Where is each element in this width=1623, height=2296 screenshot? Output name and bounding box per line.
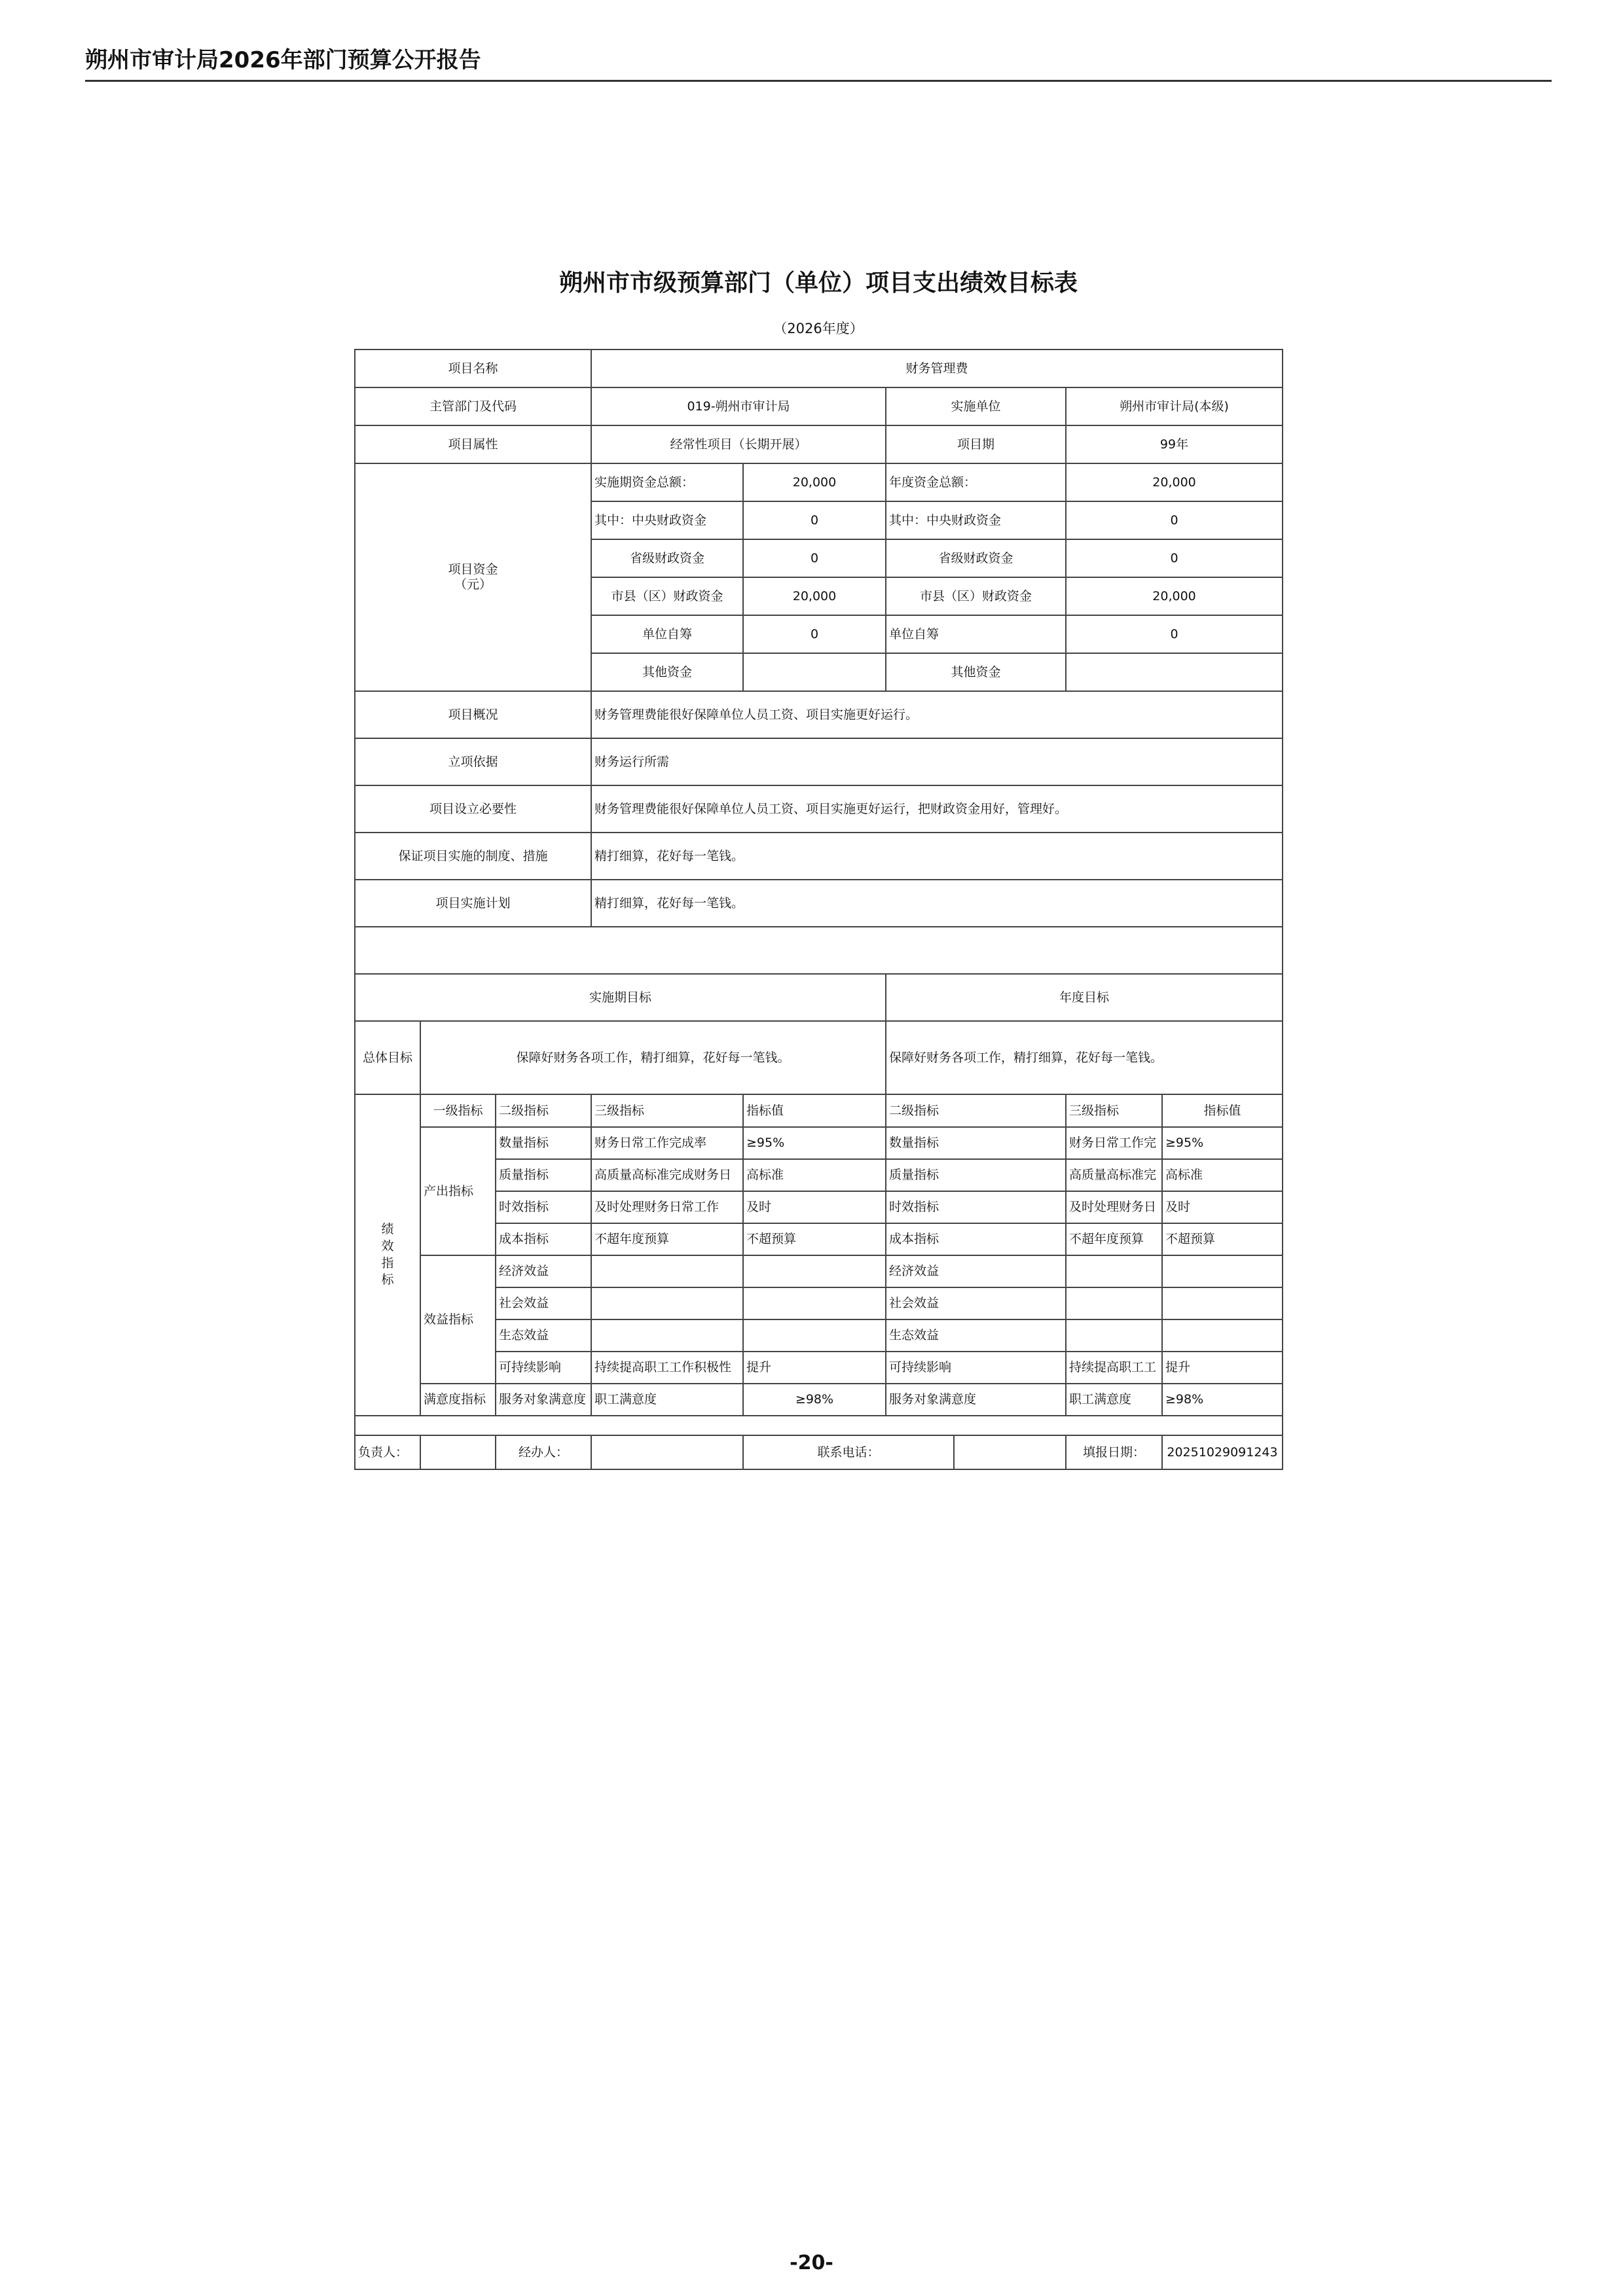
funds-impl-label: 市县（区）财政资金 xyxy=(591,577,743,615)
annual-level2-header: 二级指标 xyxy=(886,1094,1066,1127)
funds-annual-label: 市县（区）财政资金 xyxy=(886,577,1066,615)
annual-level3-indicator: 持续提高职工工 xyxy=(1066,1352,1162,1384)
level1-indicator: 产出指标 xyxy=(420,1127,496,1255)
indicator-value xyxy=(743,1287,886,1319)
level3-indicator xyxy=(591,1287,743,1319)
annual-level2-indicator: 服务对象满意度 xyxy=(886,1384,1066,1416)
project-name-label: 项目名称 xyxy=(355,350,591,387)
level2-indicator: 数量指标 xyxy=(496,1127,591,1159)
performance-target-table xyxy=(354,349,1283,1470)
annual-indicator-value xyxy=(1162,1287,1283,1319)
period-value: 99年 xyxy=(1066,425,1283,463)
funds-impl-label: 省级财政资金 xyxy=(591,539,743,577)
attribute-label: 项目属性 xyxy=(355,425,591,463)
annual-goal-header: 年度目标 xyxy=(886,974,1283,1021)
info-label: 立项依据 xyxy=(355,738,591,785)
info-value: 精打细算，花好每一笔钱。 xyxy=(591,833,1283,880)
info-label: 项目设立必要性 xyxy=(355,785,591,833)
level2-indicator: 生态效益 xyxy=(496,1319,591,1352)
level3-indicator: 高质量高标准完成财务日 xyxy=(591,1159,743,1191)
level3-indicator xyxy=(591,1255,743,1287)
annual-level3-indicator: 高质量高标准完 xyxy=(1066,1159,1162,1191)
info-value: 财务管理费能很好保障单位人员工资、项目实施更好运行，把财政资金用好，管理好。 xyxy=(591,785,1283,833)
indicator-row xyxy=(355,1384,1283,1416)
level3-header: 三级指标 xyxy=(591,1094,743,1127)
level2-indicator: 成本指标 xyxy=(496,1223,591,1255)
funds-row xyxy=(355,463,1283,501)
funds-impl-value: 0 xyxy=(743,615,886,653)
overall-goal-label: 总体目标 xyxy=(355,1021,420,1094)
funds-impl-label: 单位自筹 xyxy=(591,615,743,653)
value-header: 指标值 xyxy=(743,1094,886,1127)
blank-cell xyxy=(355,927,1283,974)
funds-impl-label: 其中：中央财政资金 xyxy=(591,501,743,539)
document-subtitle: （2026年度） xyxy=(773,321,864,336)
period-label: 项目期 xyxy=(886,425,1066,463)
fill-date-label: 填报日期： xyxy=(1066,1435,1162,1469)
annual-level3-indicator: 职工满意度 xyxy=(1066,1384,1162,1416)
annual-level3-indicator: 及时处理财务日 xyxy=(1066,1191,1162,1223)
impl-unit-label: 实施单位 xyxy=(886,387,1066,425)
level1-header: 一级指标 xyxy=(420,1094,496,1127)
info-value: 财务管理费能很好保障单位人员工资、项目实施更好运行。 xyxy=(591,691,1283,738)
funds-annual-label: 单位自筹 xyxy=(886,615,1066,653)
performance-indicator-label: 绩 效 指 标 xyxy=(355,1094,420,1416)
indicator-value xyxy=(743,1255,886,1287)
goals-header-row xyxy=(355,974,1283,1021)
funds-annual-value xyxy=(1066,653,1283,691)
indicator-value xyxy=(743,1319,886,1352)
indicator-value: 及时 xyxy=(743,1191,886,1223)
indicator-value: ≥98% xyxy=(743,1384,886,1416)
indicator-row xyxy=(355,1127,1283,1159)
funds-annual-value: 0 xyxy=(1066,539,1283,577)
indicator-value: 提升 xyxy=(743,1352,886,1384)
funds-annual-value: 0 xyxy=(1066,615,1283,653)
annual-level3-indicator: 不超年度预算 xyxy=(1066,1223,1162,1255)
handler-label: 经办人： xyxy=(496,1435,591,1469)
info-value: 财务运行所需 xyxy=(591,738,1283,785)
responsible-person-label: 负责人： xyxy=(355,1435,420,1469)
funds-annual-value: 20,000 xyxy=(1066,577,1283,615)
funds-label-cell xyxy=(355,463,591,691)
annual-indicator-value: 及时 xyxy=(1162,1191,1283,1223)
impl-goal-header: 实施期目标 xyxy=(355,974,886,1021)
attribute-value: 经常性项目（长期开展） xyxy=(591,425,886,463)
spacer-row xyxy=(355,1416,1283,1435)
funds-impl-label: 其他资金 xyxy=(591,653,743,691)
funds-label: 项目资金 xyxy=(448,562,498,577)
funds-impl-value xyxy=(743,653,886,691)
project-name-value: 财务管理费 xyxy=(591,350,1283,387)
level1-indicator: 效益指标 xyxy=(420,1255,496,1384)
info-row xyxy=(355,880,1283,927)
level3-indicator: 财务日常工作完成率 xyxy=(591,1127,743,1159)
annual-indicator-value: ≥98% xyxy=(1162,1384,1283,1416)
info-row xyxy=(355,785,1283,833)
annual-indicator-value: 高标准 xyxy=(1162,1159,1283,1191)
level3-indicator: 持续提高职工工作积极性 xyxy=(591,1352,743,1384)
annual-indicator-value: ≥95% xyxy=(1162,1127,1283,1159)
indicator-value: 高标准 xyxy=(743,1159,886,1191)
funds-unit: （元） xyxy=(454,577,492,592)
annual-indicator-value xyxy=(1162,1319,1283,1352)
info-label: 项目实施计划 xyxy=(355,880,591,927)
annual-indicator-value: 不超预算 xyxy=(1162,1223,1283,1255)
info-label: 项目概况 xyxy=(355,691,591,738)
report-header-title: 朔州市审计局2026年部门预算公开报告 xyxy=(85,47,481,73)
info-value: 精打细算，花好每一笔钱。 xyxy=(591,880,1283,927)
level3-indicator xyxy=(591,1319,743,1352)
department-label: 主管部门及代码 xyxy=(355,387,591,425)
funds-annual-label: 省级财政资金 xyxy=(886,539,1066,577)
signature-row xyxy=(355,1435,1283,1469)
annual-goal-text: 保障好财务各项工作，精打细算，花好每一笔钱。 xyxy=(886,1021,1283,1094)
info-row xyxy=(355,691,1283,738)
fill-date-value: 20251029091243 xyxy=(1162,1435,1283,1469)
indicator-header-row xyxy=(355,1094,1283,1127)
info-row xyxy=(355,833,1283,880)
level3-indicator: 职工满意度 xyxy=(591,1384,743,1416)
funds-annual-label: 其中：中央财政资金 xyxy=(886,501,1066,539)
annual-level2-indicator: 数量指标 xyxy=(886,1127,1066,1159)
annual-level2-indicator: 生态效益 xyxy=(886,1319,1066,1352)
blank-row xyxy=(355,927,1283,974)
handler-value xyxy=(591,1435,743,1469)
annual-level3-indicator xyxy=(1066,1255,1162,1287)
level2-indicator: 可持续影响 xyxy=(496,1352,591,1384)
page-number: -20- xyxy=(790,2251,833,2274)
level2-indicator: 质量指标 xyxy=(496,1159,591,1191)
funds-annual-label: 年度资金总额： xyxy=(886,463,1066,501)
annual-level3-header: 三级指标 xyxy=(1066,1094,1162,1127)
level2-indicator: 经济效益 xyxy=(496,1255,591,1287)
impl-unit-value: 朔州市审计局(本级) xyxy=(1066,387,1283,425)
level2-indicator: 时效指标 xyxy=(496,1191,591,1223)
phone-value xyxy=(954,1435,1066,1469)
funds-impl-value: 20,000 xyxy=(743,463,886,501)
funds-impl-value: 0 xyxy=(743,501,886,539)
annual-value-header: 指标值 xyxy=(1162,1094,1283,1127)
overall-goal-row xyxy=(355,1021,1283,1094)
level1-indicator: 满意度指标 xyxy=(420,1384,496,1416)
annual-indicator-value xyxy=(1162,1255,1283,1287)
indicator-row xyxy=(355,1255,1283,1287)
indicator-value: 不超预算 xyxy=(743,1223,886,1255)
annual-level3-indicator: 财务日常工作完 xyxy=(1066,1127,1162,1159)
annual-level2-indicator: 可持续影响 xyxy=(886,1352,1066,1384)
annual-level3-indicator xyxy=(1066,1287,1162,1319)
annual-level2-indicator: 经济效益 xyxy=(886,1255,1066,1287)
row-department xyxy=(355,387,1283,425)
annual-level2-indicator: 社会效益 xyxy=(886,1287,1066,1319)
funds-annual-label: 其他资金 xyxy=(886,653,1066,691)
info-row xyxy=(355,738,1283,785)
annual-indicator-value: 提升 xyxy=(1162,1352,1283,1384)
funds-annual-value: 20,000 xyxy=(1066,463,1283,501)
level2-indicator: 社会效益 xyxy=(496,1287,591,1319)
header-divider xyxy=(85,80,1552,82)
funds-impl-value: 20,000 xyxy=(743,577,886,615)
level3-indicator: 及时处理财务日常工作 xyxy=(591,1191,743,1223)
info-label: 保证项目实施的制度、措施 xyxy=(355,833,591,880)
row-project-name xyxy=(355,350,1283,387)
funds-annual-value: 0 xyxy=(1066,501,1283,539)
level2-header: 二级指标 xyxy=(496,1094,591,1127)
indicator-value: ≥95% xyxy=(743,1127,886,1159)
funds-impl-value: 0 xyxy=(743,539,886,577)
document-title: 朔州市市级预算部门（单位）项目支出绩效目标表 xyxy=(558,270,1078,296)
level3-indicator: 不超年度预算 xyxy=(591,1223,743,1255)
annual-level2-indicator: 时效指标 xyxy=(886,1191,1066,1223)
spacer-cell xyxy=(355,1416,1283,1435)
impl-goal-text: 保障好财务各项工作，精打细算，花好每一笔钱。 xyxy=(420,1021,886,1094)
department-value: 019-朔州市审计局 xyxy=(591,387,886,425)
annual-level2-indicator: 质量指标 xyxy=(886,1159,1066,1191)
annual-level3-indicator xyxy=(1066,1319,1162,1352)
annual-level2-indicator: 成本指标 xyxy=(886,1223,1066,1255)
funds-impl-label: 实施期资金总额： xyxy=(591,463,743,501)
row-project-attribute xyxy=(355,425,1283,463)
phone-label: 联系电话： xyxy=(743,1435,954,1469)
level2-indicator: 服务对象满意度 xyxy=(496,1384,591,1416)
responsible-person-value xyxy=(420,1435,496,1469)
